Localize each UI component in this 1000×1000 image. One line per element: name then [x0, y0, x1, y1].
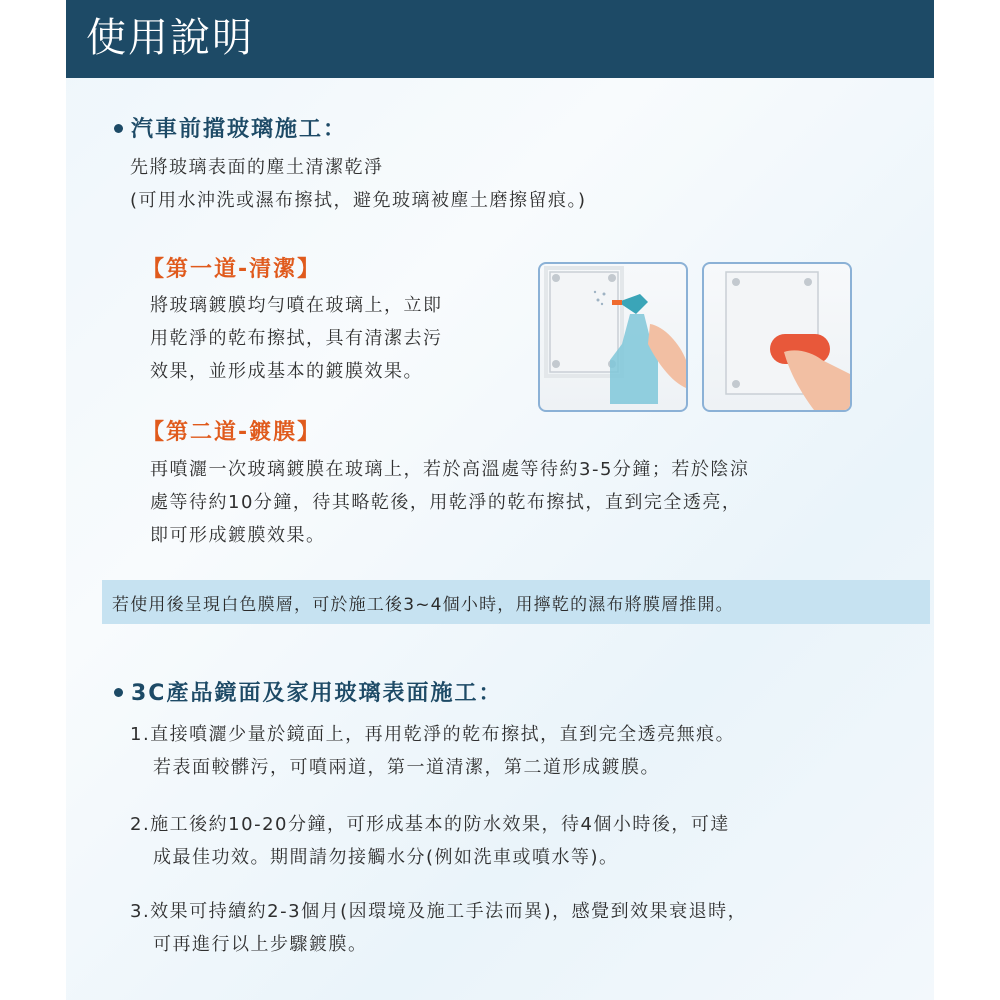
step1-text: 將玻璃鍍膜均勻噴在玻璃上，立即 用乾淨的乾布擦拭，具有清潔去污 效果，並形成基本的鍍膜效果。	[150, 295, 443, 382]
section-title-3c-glass: 3C產品鏡面及家用玻璃表面施工：	[114, 676, 502, 707]
page-title: 使用說明	[86, 15, 254, 61]
tip-banner	[102, 580, 930, 624]
cloth-wiping-glass-icon	[702, 262, 852, 412]
list-item: 1.直接噴灑少量於鏡面上，再用乾淨的乾布擦拭，直到完全透亮無痕。 若表面較髒污，可噴兩道，第一道清潔，第二道形成鍍膜。	[130, 724, 736, 778]
section-title-windshield: 汽車前擋玻璃施工：	[114, 112, 347, 143]
step2-text: 再噴灑一次玻璃鍍膜在玻璃上，若於高溫處等待約3-5分鐘；若於陰涼 處等待約10分鐘，待其略乾後，用乾淨的乾布擦拭，直到完全透亮， 即可形成鍍膜效果。	[150, 459, 750, 546]
list-item: 2.施工後約10-20分鐘，可形成基本的防水效果，待4個小時後，可達 成最佳功效。期間請勿接觸水分(例如洗車或噴水等)。	[130, 814, 730, 868]
bullet-icon	[114, 124, 123, 133]
bullet-icon	[114, 688, 123, 697]
instruction-page	[66, 0, 934, 1000]
step2-title: 【第二道-鍍膜】	[142, 420, 322, 445]
spray-bottle-on-glass-icon	[538, 262, 688, 412]
intro-text: 先將玻璃表面的塵土清潔乾淨 (可用水沖洗或濕布擦拭，避免玻璃被塵土磨擦留痕。)	[130, 157, 587, 211]
header-bar	[66, 0, 934, 78]
step1-title: 【第一道-清潔】	[142, 257, 322, 282]
tip-text: 若使用後呈現白色膜層，可於施工後3~4個小時，用擰乾的濕布將膜層推開。	[112, 595, 734, 615]
list-item: 3.效果可持續約2-3個月(因環境及施工手法而異)，感覺到效果衰退時， 可再進行以上步驟鍍膜。	[130, 901, 748, 955]
